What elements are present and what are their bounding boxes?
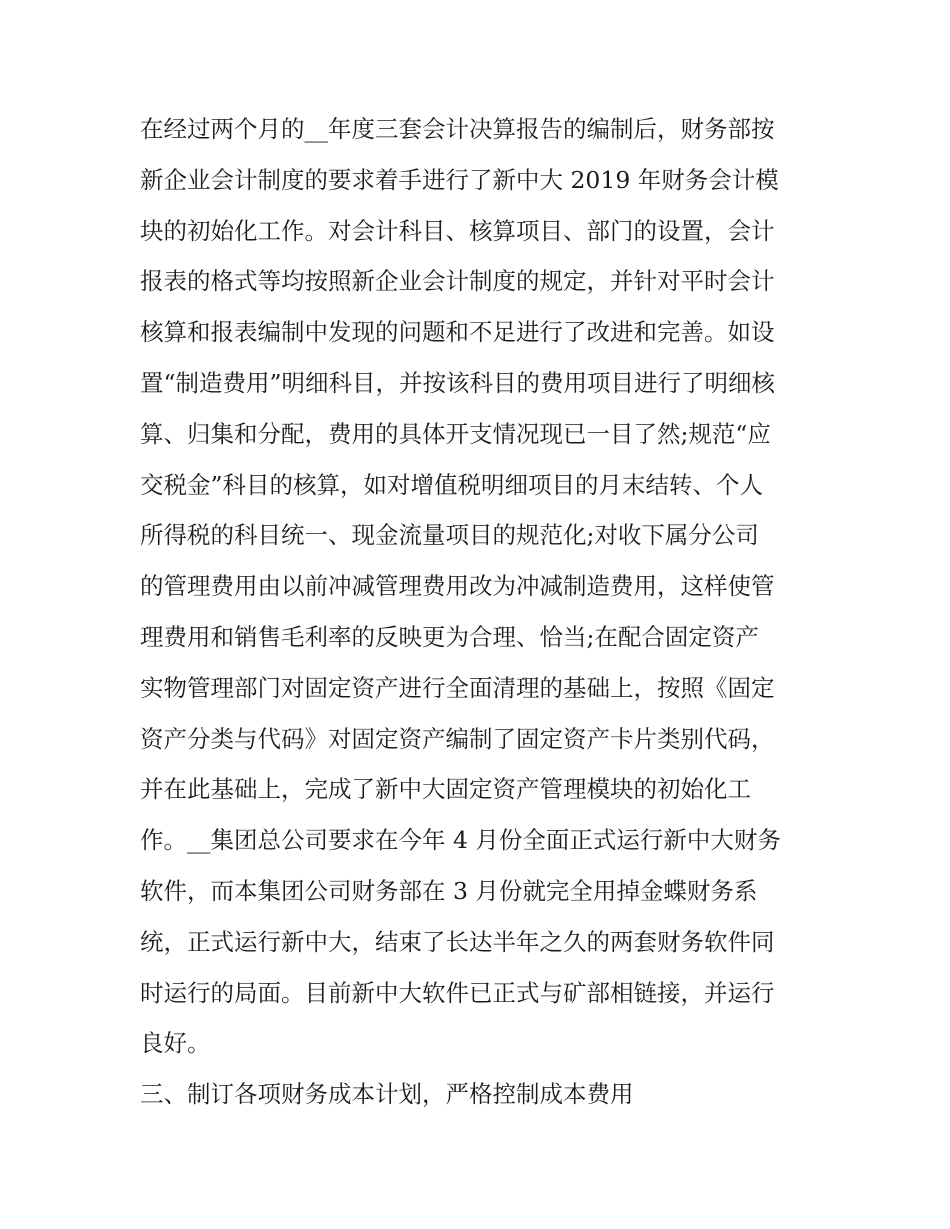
text-line: 理费用和销售毛利率的反映更为合理、恰当;在配合固定资产 xyxy=(140,622,759,651)
text-line: 并在此基础上，完成了新中大固定资产管理模块的初始化工 xyxy=(140,775,751,804)
text-line: 新企业会计制度的要求着手进行了新中大 2019 年财务会计模 xyxy=(140,165,779,194)
text-line: 置“制造费用”明细科目，并按该科目的费用项目进行了明细核 xyxy=(140,368,776,397)
text-line: 统，正式运行新中大，结束了长达半年之久的两套财务软件同 xyxy=(140,927,775,956)
text-line: 交税金”科目的核算，如对增值税明细项目的月末结转、个人 xyxy=(140,470,764,499)
text-line: 算、归集和分配，费用的具体开支情况现已一目了然;规范“应 xyxy=(140,419,771,448)
text-line: 资产分类与代码》对固定资产编制了固定资产卡片类别代码， xyxy=(140,724,775,753)
text-line: 软件，而本集团公司财务部在 3 月份就完全用掉金蝶财务系 xyxy=(140,876,758,905)
text-line: 核算和报表编制中发现的问题和不足进行了改进和完善。如设 xyxy=(140,318,775,347)
text-line: 良好。 xyxy=(140,1029,211,1058)
text-line: 所得税的科目统一、现金流量项目的规范化;对收下属分公司 xyxy=(140,521,759,550)
text-line: 的管理费用由以前冲减管理费用改为冲减制造费用，这样使管 xyxy=(140,572,775,601)
text-line: 实物管理部门对固定资产进行全面清理的基础上，按照《固定 xyxy=(140,673,775,702)
text-line: 报表的格式等均按照新企业会计制度的规定，并针对平时会计 xyxy=(140,267,775,296)
section-heading: 三、制订各项财务成本计划，严格控制成本费用 xyxy=(140,1080,634,1109)
text-line: 块的初始化工作。对会计科目、核算项目、部门的设置，会计 xyxy=(140,216,775,245)
body-text xyxy=(140,104,820,1120)
text-line: 时运行的局面。目前新中大软件已正式与矿部相链接，并运行 xyxy=(140,978,775,1007)
text-line: 在经过两个月的__年度三套会计决算报告的编制后，财务部按 xyxy=(140,115,775,143)
text-line: 作。__集团总公司要求在今年 4 月份全面正式运行新中大财务 xyxy=(140,826,781,855)
